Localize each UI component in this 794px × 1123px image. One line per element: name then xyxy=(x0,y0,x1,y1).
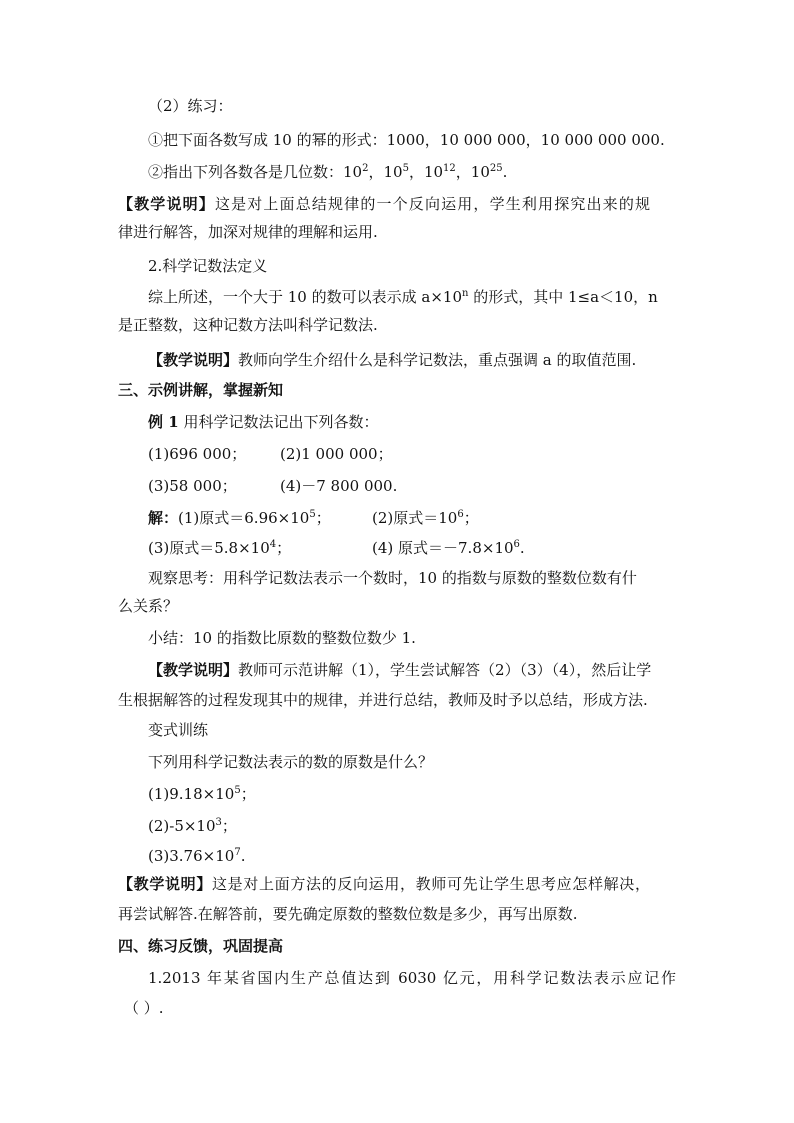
practice-item-2: ②指出下列各数各是几位数：$10^2$，$10^5$，$10^{12}$，$10^{25}$. xyxy=(148,163,508,181)
exercise-1-continued: （ ）. xyxy=(124,999,164,1017)
definition-text xyxy=(148,287,658,307)
solution-4-exponent: 6 xyxy=(513,539,520,550)
teaching-note-3-text-a: 教师可示范讲解（1），学生尝试解答（2）（3）（4），然后让学 xyxy=(238,661,652,679)
solution-3-exponent: 4 xyxy=(269,539,277,550)
practice-item-2-prefix: ②指出下列各数各是几位数： xyxy=(148,163,344,181)
teaching-note-2-text: 教师向学生介绍什么是科学记数法，重点强调 a 的取值范围. xyxy=(238,351,637,369)
teaching-note-tag: 【教学说明】 xyxy=(118,195,215,213)
variant-2-end: ； xyxy=(221,817,237,835)
teaching-note-4-continued: 再尝试解答.在解答前，要先确定原数的整数位数是多少，再写出原数. xyxy=(118,905,578,923)
teaching-note-3-continued: 生根据解答的过程发现其中的规律，并进行总结，教师及时予以总结，形成方法. xyxy=(118,691,648,709)
teaching-note-1-continued: 律进行解答，加深对规律的理解和运用. xyxy=(118,223,378,241)
variant-1-end: ； xyxy=(240,785,256,803)
variant-1-exponent: 5 xyxy=(234,785,241,796)
definition-text-b: 的形式，其中 1≤a＜10，n xyxy=(468,288,658,306)
solution-1-end: ； xyxy=(315,509,331,527)
teaching-note-1 xyxy=(118,194,650,214)
teaching-note-tag: 【教学说明】 xyxy=(148,351,239,369)
summary: 小结：10 的指数比原数的整数位数少 1. xyxy=(148,629,416,647)
definition-exponent: n xyxy=(462,288,469,299)
practice-heading: （2）练习： xyxy=(148,97,233,115)
section-3-heading: 三、示例讲解，掌握新知 xyxy=(118,381,284,399)
power-1: 2 xyxy=(362,163,369,174)
variant-3-text: (3)3.76×10 xyxy=(148,847,235,865)
variant-question: 下列用科学记数法表示的数的原数是什么？ xyxy=(148,753,434,771)
solution-1 xyxy=(148,508,331,528)
power-3: 12 xyxy=(443,163,456,174)
definition-text-continued: 是正整数，这种记数方法叫科学记数法. xyxy=(118,316,378,334)
solution-3-text: (3)原式＝5.8×10 xyxy=(148,539,270,557)
teaching-note-tag: 【教学说明】 xyxy=(118,875,212,893)
teaching-note-4-text-a: 这是对上面方法的反向运用，教师可先让学生思考应怎样解决， xyxy=(212,875,650,893)
solution-4 xyxy=(372,538,525,558)
solution-2-end: ； xyxy=(463,509,479,527)
teaching-note-3 xyxy=(148,660,651,680)
observe-question: 观察思考：用科学记数法表示一个数时，10 的指数与原数的整数位数有什 xyxy=(148,569,637,587)
section-4-heading: 四、练习反馈，巩固提高 xyxy=(118,937,284,955)
teaching-note-2 xyxy=(148,350,636,370)
solution-4-text: (4) 原式＝－7.8×10 xyxy=(372,539,514,557)
power-4: 25 xyxy=(489,163,503,174)
variant-2-text: (2)-5×10 xyxy=(148,817,216,835)
definition-heading: 2.科学记数法定义 xyxy=(148,257,268,275)
example-1-text: 用科学记数法记出下列各数： xyxy=(183,413,379,431)
exercise-1: 1.2013 年某省国内生产总值达到 6030 亿元，用科学记数法表示应记作 xyxy=(148,969,676,987)
power-2: 5 xyxy=(402,163,409,174)
practice-item-1: ①把下面各数写成 10 的幂的形式：1000，10 000 000，10 000 000 000. xyxy=(148,131,665,149)
example-question-4: (4)－7 800 000. xyxy=(280,477,398,495)
variant-1-text: (1)9.18×10 xyxy=(148,785,235,803)
solution-3 xyxy=(148,538,291,558)
solution-1-exponent: 5 xyxy=(309,509,316,520)
solution-1-text: (1)原式＝6.96×10 xyxy=(178,509,310,527)
example-question-3: (3)58 000； xyxy=(148,477,237,495)
variant-2-exponent: 3 xyxy=(215,817,222,828)
variant-heading: 变式训练 xyxy=(148,721,209,739)
variant-item-1 xyxy=(148,784,256,804)
example-1-label: 例 1 xyxy=(148,413,179,431)
solution-2-text: (2)原式＝10 xyxy=(372,509,458,527)
variant-3-exponent: 7 xyxy=(234,847,241,858)
solution-3-end: ； xyxy=(276,539,292,557)
example-question-1: (1)696 000； xyxy=(148,445,247,463)
solution-label: 解： xyxy=(148,509,179,527)
solution-4-end: . xyxy=(519,539,525,557)
variant-item-3 xyxy=(148,846,245,866)
variant-item-2 xyxy=(148,816,237,836)
definition-text-a: 综上所述，一个大于 10 的数可以表示成 a×10 xyxy=(148,288,462,306)
teaching-note-tag: 【教学说明】 xyxy=(148,661,239,679)
observe-question-continued: 么关系？ xyxy=(118,597,179,615)
teaching-note-1-text-a: 这是对上面总结规律的一个反向运用，学生利用探究出来的规 xyxy=(214,195,650,213)
example-1 xyxy=(148,412,378,432)
variant-3-end: . xyxy=(240,847,246,865)
teaching-note-4 xyxy=(118,874,650,894)
solution-2-exponent: 6 xyxy=(457,509,464,520)
solution-2 xyxy=(372,508,479,528)
example-question-2: (2)1 000 000； xyxy=(280,445,393,463)
